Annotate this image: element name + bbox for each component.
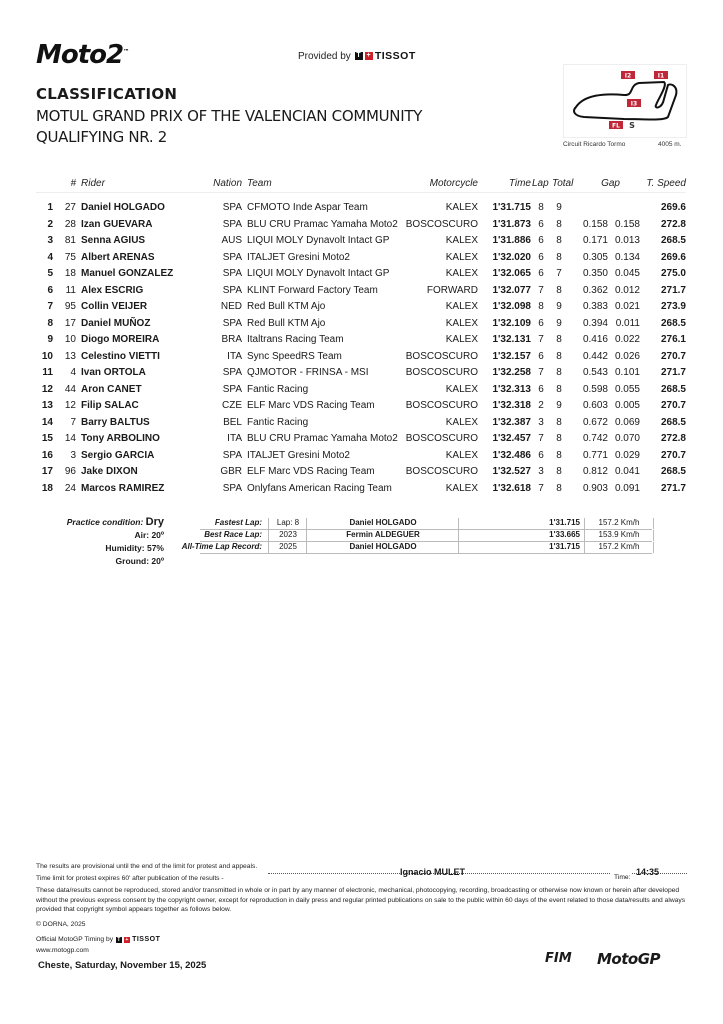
cell-lap: 7 [538,433,544,444]
cell-num: 44 [64,383,76,395]
cell-team: ELF Marc VDS Racing Team [247,400,375,411]
cell-lap: 6 [538,235,544,246]
cell-total: 8 [556,367,562,378]
cell-moto: KALEX [445,235,478,246]
cell-total: 8 [556,416,562,428]
table-row [36,480,686,497]
table-row [36,282,686,299]
conditions [36,516,164,568]
event-name: MOTUL GRAND PRIX OF THE VALENCIAN COMMUNITY [36,107,423,125]
cell-speed: 269.6 [660,202,686,213]
session-name: QUALIFYING NR. 2 [36,128,168,146]
cell-speed: 270.7 [660,400,686,411]
cell-speed: 268.5 [660,383,686,395]
cell-lap: 3 [538,416,544,428]
record-time: 1'31.715 [458,542,584,553]
cell-gap2: 0.012 [614,284,640,296]
cell-team: QJMOTOR - FRINSA - MSI [247,367,369,378]
cell-gap1: 0.742 [582,433,608,444]
cell-gap2: 0.022 [614,334,640,345]
cell-num: 12 [64,400,76,411]
cell-pos: 11 [42,367,53,378]
cell-nation: SPA [222,202,242,213]
cell-gap2: 0.069 [614,416,640,428]
cell-nation: SPA [222,383,242,395]
cell-team: Red Bull KTM Ajo [247,301,326,312]
cell-team: Red Bull KTM Ajo [247,317,326,329]
cell-rider: Sergio GARCIA [81,449,155,461]
cell-lap: 6 [538,251,544,263]
cell-speed: 271.7 [660,367,686,378]
cell-time: 1'32.098 [492,301,531,312]
table-header [36,176,686,193]
dorna-copyright: © DORNA, 2025 [36,921,86,928]
cell-moto: KALEX [445,301,478,312]
cell-gap1: 0.442 [582,350,608,362]
cell-nation: GBR [220,466,242,477]
record-rider: Daniel HOLGADO [306,518,459,529]
cell-gap2: 0.055 [614,383,640,395]
cell-gap2: 0.005 [614,400,640,411]
cell-time: 1'32.387 [492,416,531,428]
cell-speed: 271.7 [660,482,686,494]
cell-moto: KALEX [445,482,478,494]
cell-pos: 4 [47,251,53,263]
record-speed: 157.2 Km/h [584,542,654,553]
cell-moto: BOSCOSCURO [405,367,478,378]
col-time: Time [508,178,531,189]
cell-moto: BOSCOSCURO [405,350,478,362]
cell-team: Sync SpeedRS Team [247,350,342,362]
cell-speed: 271.7 [660,284,686,296]
cell-time: 1'32.457 [492,433,531,444]
cell-time: 1'32.618 [492,482,531,494]
cell-time: 1'31.715 [492,202,531,213]
table-row [36,381,686,398]
cell-moto: KALEX [445,383,478,395]
record-row [200,530,652,542]
cell-team: BLU CRU Pramac Yamaha Moto2 [247,433,398,444]
cell-lap: 8 [538,202,544,213]
cell-rider: Filip SALAC [81,400,139,411]
cell-pos: 12 [41,383,53,395]
svg-text:FL: FL [612,122,620,130]
cell-gap1: 0.305 [582,251,608,263]
cell-moto: KALEX [445,449,478,461]
cell-nation: CZE [222,400,242,411]
cell-speed: 268.5 [660,235,686,246]
cell-total: 8 [556,251,562,263]
cell-moto: BOSCOSCURO [405,433,478,444]
cell-gap2: 0.045 [614,268,640,279]
cell-rider: Albert ARENAS [81,251,155,263]
cell-total: 9 [556,317,562,329]
page-title: CLASSIFICATION [36,85,178,103]
cell-pos: 16 [41,449,53,461]
cell-gap1: 0.416 [582,334,608,345]
table-row [36,298,686,315]
cell-speed: 268.5 [660,317,686,329]
website-link[interactable]: www.motogp.com [36,947,89,954]
record-year: 2025 [268,542,307,553]
cell-moto: KALEX [445,268,478,279]
cell-pos: 1 [47,202,53,213]
record-label: All-Time Lap Record: [181,542,262,551]
cell-team: ITALJET Gresini Moto2 [247,449,350,461]
practice-condition-label: Practice condition: [66,517,144,527]
col-team: Team [247,178,272,189]
cell-nation: BEL [223,416,242,428]
cell-nation: SPA [222,284,242,296]
cell-nation: SPA [222,317,242,329]
cell-total: 9 [556,301,562,312]
cell-speed: 269.6 [660,251,686,263]
cell-pos: 15 [41,433,53,444]
cell-nation: AUS [221,235,242,246]
record-row [181,542,652,554]
table-row [36,216,686,233]
cell-rider: Jake DIXON [81,466,138,477]
cell-num: 7 [70,416,76,428]
table-row [36,430,686,447]
cell-time: 1'32.527 [492,466,531,477]
cell-time: 1'32.258 [492,367,531,378]
cell-lap: 7 [538,482,544,494]
air-temp: Air: 20º [134,530,164,540]
cell-num: 13 [64,350,76,362]
cell-lap: 8 [538,301,544,312]
lap-records [181,518,652,554]
cell-nation: SPA [222,449,242,461]
cell-rider: Aron CANET [81,383,142,395]
cell-lap: 6 [538,350,544,362]
cell-team: ITALJET Gresini Moto2 [247,251,350,263]
cell-time: 1'32.020 [492,251,531,263]
cell-pos: 6 [47,284,53,296]
record-label: Fastest Lap: [214,518,262,527]
col-speed: T. Speed [646,178,686,189]
cell-speed: 275.0 [660,268,686,279]
svg-text:I2: I2 [624,72,632,80]
cell-pos: 17 [41,466,53,477]
cell-nation: SPA [222,482,242,494]
cell-moto: BOSCOSCURO [405,400,478,411]
cell-num: 3 [70,449,76,461]
cell-pos: 14 [41,416,53,428]
cell-gap1: 0.603 [582,400,608,411]
classification-table [36,176,686,496]
table-row [36,447,686,464]
cell-gap2: 0.041 [614,466,640,477]
table-row [36,232,686,249]
record-rider: Daniel HOLGADO [306,542,459,553]
circuit-length: 4005 m. [658,141,682,148]
col-number: # [70,178,76,189]
svg-text:S: S [629,121,635,130]
cell-speed: 268.5 [660,416,686,428]
table-row [36,463,686,480]
circuit-name: Circuit Ricardo Tormo [563,141,626,148]
motogp-logo: MotoGP [597,950,661,968]
cell-gap2: 0.101 [614,367,640,378]
cell-speed: 276.1 [660,334,686,345]
cell-gap1: 0.543 [582,367,608,378]
cell-team: CFMOTO Inde Aspar Team [247,202,368,213]
col-rider: Rider [81,178,105,189]
cell-gap1: 0.812 [582,466,608,477]
cell-team: Onlyfans American Racing Team [247,482,392,494]
cell-gap2: 0.158 [614,218,640,230]
cell-rider: Collin VEIJER [81,301,148,312]
cell-num: 18 [64,268,76,279]
practice-condition-value: Dry [145,516,164,528]
cell-pos: 10 [41,350,53,362]
cell-gap1: 0.362 [582,284,608,296]
cell-num: 75 [64,251,76,263]
cell-gap1: 0.672 [582,416,608,428]
cell-time: 1'32.313 [492,383,531,395]
cell-lap: 7 [538,284,544,296]
col-nation: Nation [213,178,242,189]
table-row [36,414,686,431]
cell-moto: BOSCOSCURO [405,466,478,477]
cell-moto: KALEX [445,317,478,329]
cell-team: ELF Marc VDS Racing Team [247,466,375,477]
provided-by: Provided by T + TISSOT [298,50,416,62]
cell-gap2: 0.021 [614,301,640,312]
cell-nation: ITA [227,350,242,362]
cell-rider: Ivan ORTOLA [81,367,146,378]
steward-signature: Ignacio MULET [400,867,465,877]
copyright-notice: These data/results cannot be reproduced, stored and/or transmitted in whole or in part by any manner of electronic, mechanical, photocopying, recording, broadcasting or otherwise now known or herein after developed without the previous express consent by the copyright owner, except for reproduction in daily press and regular printed publications on sale to the public within 60 days of the event related to those data/results and always provided that copyright symbol appears together as follows below. [36,887,686,913]
cell-moto: KALEX [445,202,478,213]
cell-time: 1'31.886 [492,235,531,246]
cell-gap1: 0.383 [582,301,608,312]
ground-temp: Ground: 20º [115,556,164,566]
cell-lap: 6 [538,383,544,395]
cell-gap1: 0.158 [582,218,608,230]
col-lap: Lap [532,178,549,189]
cell-time: 1'32.318 [492,400,531,411]
cell-time: 1'32.065 [492,268,531,279]
record-speed: 157.2 Km/h [584,518,654,529]
cell-num: 24 [64,482,76,494]
cell-num: 81 [64,235,76,246]
cell-gap2: 0.134 [614,251,640,263]
cell-team: BLU CRU Pramac Yamaha Moto2 [247,218,398,230]
cell-total: 8 [556,383,562,395]
cell-gap1: 0.771 [582,449,608,461]
cell-total: 8 [556,235,562,246]
cell-nation: NED [220,301,242,312]
cell-speed: 273.9 [660,301,686,312]
cell-total: 8 [556,449,562,461]
cell-moto: KALEX [445,251,478,263]
cell-gap1: 0.903 [582,482,608,494]
cell-gap2: 0.013 [614,235,640,246]
cell-rider: Izan GUEVARA [81,218,153,230]
cell-pos: 5 [47,268,53,279]
cell-nation: BRA [221,334,242,345]
cell-total: 8 [556,466,562,477]
cell-nation: SPA [222,268,242,279]
tissot-logo: T + TISSOT [117,936,161,943]
cell-time: 1'32.157 [492,350,531,362]
publication-time: 14:35 [636,867,660,877]
cell-moto: FORWARD [426,284,478,296]
cell-lap: 6 [538,268,544,279]
cell-lap: 7 [538,334,544,345]
cell-nation: ITA [227,433,242,444]
cell-gap1: 0.394 [582,317,608,329]
svg-text:I3: I3 [630,100,638,108]
cell-moto: KALEX [445,334,478,345]
cell-num: 4 [70,367,76,378]
cell-team: LIQUI MOLY Dynavolt Intact GP [247,235,390,246]
table-row [36,331,686,348]
cell-gap2: 0.026 [614,350,640,362]
cell-lap: 3 [538,466,544,477]
col-total: Total [552,178,574,189]
cell-total: 7 [556,268,562,279]
record-time: 1'31.715 [458,518,584,529]
cell-pos: 7 [47,301,53,312]
table-row [36,265,686,282]
cell-total: 9 [556,400,562,411]
table-row [36,348,686,365]
record-time: 1'33.665 [458,530,584,541]
cell-nation: SPA [222,251,242,263]
cell-team: LIQUI MOLY Dynavolt Intact GP [247,268,390,279]
cell-lap: 7 [538,367,544,378]
cell-moto: KALEX [445,416,478,428]
time-label: Time: [614,874,631,881]
cell-total: 8 [556,284,562,296]
cell-rider: Diogo MOREIRA [81,334,160,345]
cell-lap: 6 [538,449,544,461]
cell-nation: SPA [222,367,242,378]
cell-num: 96 [64,466,76,477]
cell-time: 1'32.077 [492,284,531,296]
cell-team: KLINT Forward Factory Team [247,284,378,296]
table-row [36,199,686,216]
circuit-map-icon [563,64,687,138]
cell-num: 14 [64,433,76,444]
provisional-note: The results are provisional until the end of the limit for protest and appeals. [36,863,258,870]
table-row [36,397,686,414]
cell-rider: Daniel MUÑOZ [81,317,151,329]
cell-rider: Daniel HOLGADO [81,202,165,213]
cell-speed: 268.5 [660,466,686,477]
cell-pos: 2 [47,218,53,230]
record-speed: 153.9 Km/h [584,530,654,541]
cell-gap1: 0.598 [582,383,608,395]
cell-total: 8 [556,334,562,345]
cell-rider: Senna AGIUS [81,235,146,246]
cell-total: 8 [556,350,562,362]
cell-moto: BOSCOSCURO [405,218,478,230]
cell-rider: Alex ESCRIG [81,284,144,296]
record-year: Lap: 8 [268,518,307,529]
record-rider: Fermin ALDEGUER [306,530,459,541]
cell-speed: 270.7 [660,449,686,461]
cell-nation: SPA [222,218,242,230]
cell-time: 1'32.486 [492,449,531,461]
cell-lap: 6 [538,317,544,329]
cell-num: 11 [65,284,76,296]
col-gap: Gap [601,178,620,189]
cell-num: 17 [64,317,76,329]
humidity: Humidity: 57% [105,543,164,553]
cell-num: 27 [64,202,76,213]
cell-team: Italtrans Racing Team [247,334,344,345]
svg-text:I1: I1 [657,72,665,80]
cell-gap2: 0.029 [614,449,640,461]
record-row [200,518,652,530]
cell-team: Fantic Racing [247,416,309,428]
cell-rider: Tony ARBOLINO [81,433,160,444]
cell-rider: Manuel GONZALEZ [81,268,174,279]
cell-time: 1'32.131 [492,334,531,345]
cell-team: Fantic Racing [247,383,309,395]
official-timing: Official MotoGP Timing by T + TISSOT [36,936,161,943]
cell-total: 9 [556,202,562,213]
table-row [36,315,686,332]
cell-lap: 2 [538,400,544,411]
col-motorcycle: Motorcycle [429,178,478,189]
tissot-logo: T + TISSOT [356,50,416,62]
record-year: 2023 [268,530,307,541]
moto2-logo: Moto2™ [36,40,129,70]
fim-logo: FIM [545,951,572,966]
cell-total: 8 [556,218,562,230]
cell-pos: 9 [47,334,53,345]
cell-pos: 8 [47,317,53,329]
cell-rider: Celestino VIETTI [81,350,160,362]
cell-speed: 270.7 [660,350,686,362]
table-row [36,249,686,266]
cell-rider: Marcos RAMIREZ [81,482,165,494]
cell-gap1: 0.171 [582,235,608,246]
cell-pos: 13 [41,400,53,411]
cell-rider: Barry BALTUS [81,416,150,428]
cell-speed: 272.8 [660,433,686,444]
cell-speed: 272.8 [660,218,686,230]
protest-limit: Time limit for protest expires 60' after publication of the results - [36,875,224,882]
cell-lap: 6 [538,218,544,230]
place-date: Cheste, Saturday, November 15, 2025 [38,960,207,971]
cell-total: 8 [556,482,562,494]
cell-time: 1'31.873 [492,218,531,230]
table-row [36,364,686,381]
cell-gap2: 0.011 [615,317,640,329]
cell-num: 28 [64,218,76,230]
cell-num: 10 [64,334,76,345]
cell-pos: 18 [41,482,53,494]
cell-time: 1'32.109 [492,317,531,329]
record-label: Best Race Lap: [204,530,262,539]
cell-pos: 3 [47,235,53,246]
cell-gap1: 0.350 [582,268,608,279]
cell-gap2: 0.091 [614,482,640,494]
cell-num: 95 [64,301,76,312]
cell-gap2: 0.070 [614,433,640,444]
cell-total: 8 [556,433,562,444]
